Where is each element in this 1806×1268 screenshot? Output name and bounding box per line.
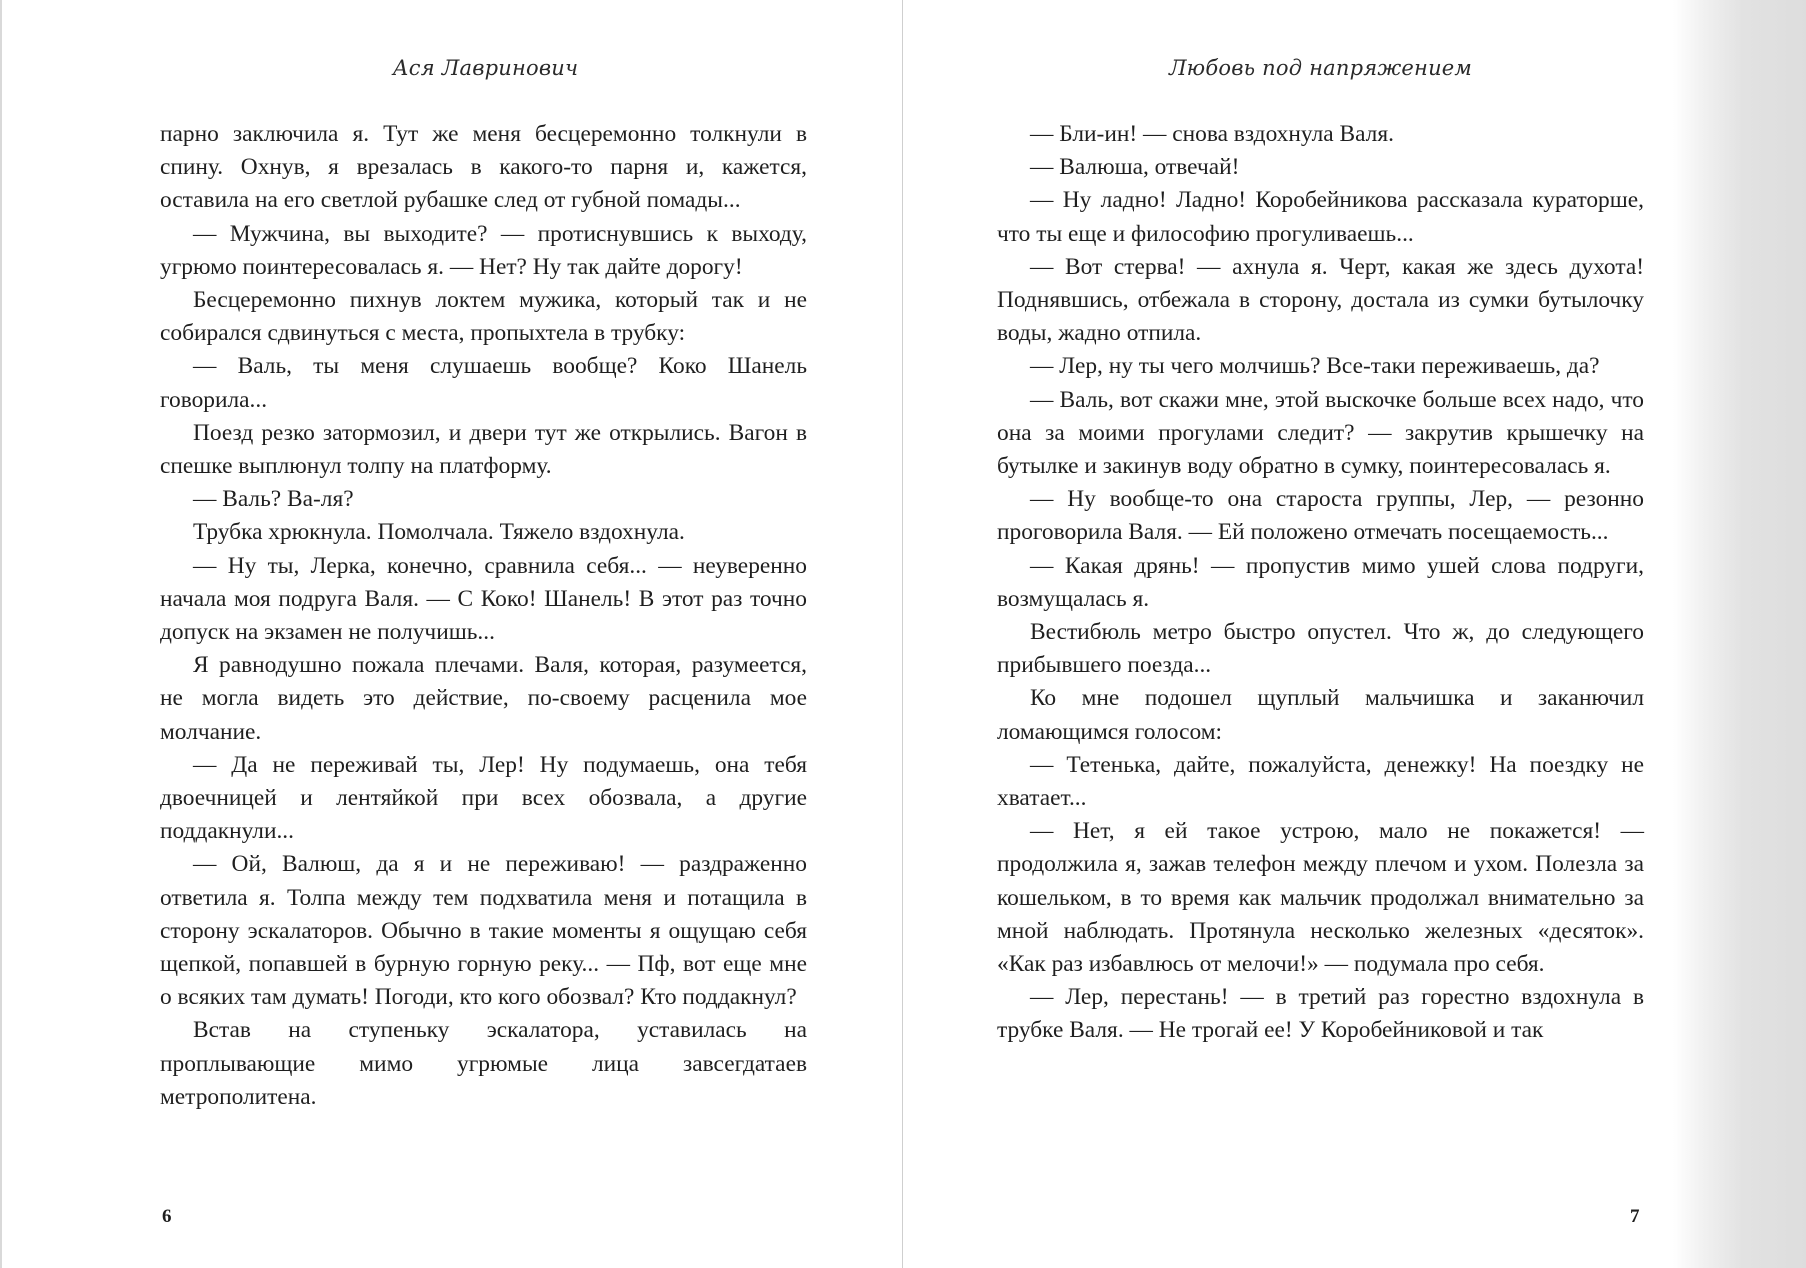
paragraph: — Да не переживай ты, Лер! Ну подумаешь, она тебя двоечницей и лентяйкой при всех обозвала, а другие поддакнули... — [160, 751, 807, 845]
paragraph: Вестибюль метро быстро опустел. Что ж, до следующего прибывшего поезда... — [997, 619, 1644, 679]
paragraph: — Валь, вот скажи мне, этой выскочке больше всех надо, что она за моими прогулами следит? — закрутив крышечку на бутылке и закинув воду обратно в сумку, поинтересовалась я. — [997, 386, 1644, 480]
left-page — [0, 0, 902, 1268]
paragraph: — Ну ты, Лерка, конечно, сравнила себя... — неуверенно начала моя подруга Валя. — С Коко! Шанель! В этот раз точно допуск на экзамен не получишь... — [160, 552, 807, 646]
paragraph: — Ну ладно! Ладно! Коробейникова рассказала кураторше, что ты еще и философию прогуливаешь... — [997, 187, 1644, 247]
right-page-body — [997, 118, 1644, 1048]
paragraph: — Вот стерва! — ахнула я. Черт, какая же здесь духота! Поднявшись, отбежала в сторону, достала из сумки бутылочку воды, жадно отпила. — [997, 253, 1644, 347]
paragraph: — Валь, ты меня слушаешь вообще? Коко Шанель говорила... — [160, 353, 807, 413]
paragraph: — Тетенька, дайте, пожалуйста, денежку! На поездку не хватает... — [997, 751, 1644, 812]
paragraph: парно заключила я. Тут же меня бесцеремонно толкнули в спину. Охнув, я врезалась в какого-то парня и, кажется, оставила на его светлой рубашке след от губной помады... — [160, 121, 807, 214]
paragraph: Ко мне подошел щуплый мальчишка и заканючил ломающимся голосом: — [997, 685, 1644, 745]
paragraph: — Нет, я ей такое устрою, мало не покажется! — продолжила я, зажав телефон между плечом и ухом. Полезла за кошельком, в то время как мальчик продолжал внимательно за мной наблюдать. Протянула несколько железных «десяток». «Как раз избавлюсь от мелочи!» — подумала про себя. — [997, 818, 1644, 978]
running-head-author: Ася Лавринович — [392, 56, 579, 80]
paragraph: — Бли-ин! — снова вздохнула Валя. — [1030, 121, 1394, 147]
paragraph: Встав на ступеньку эскалатора, уставилась на проплывающие мимо угрюмые лица завсегдатаев метрополитена. — [160, 1017, 807, 1110]
paragraph: Трубка хрюкнула. Помолчала. Тяжело вздохнула. — [193, 519, 685, 546]
paragraph: — Ой, Валюш, да я и не переживаю! — раздраженно ответила я. Толпа между тем подхватила меня и потащила в сторону эскалаторов. Обычно в такие моменты я ощущаю себя щепкой, попавшей в бурную горную реку... — Пф, вот еще мне о всяких там думать! Погоди, кто кого обозвал? Кто поддакнул? — [160, 851, 807, 1011]
paragraph: — Какая дрянь! — пропустив мимо ушей слова подруги, возмущалась я. — [997, 552, 1644, 612]
running-head-title: Любовь под напряжением — [1168, 56, 1473, 80]
paragraph: Поезд резко затормозил, и двери тут же открылись. Вагон в спешке выплюнул толпу на платформу. — [160, 419, 807, 480]
paragraph: — Мужчина, вы выходите? — протиснувшись к выходу, угрюмо поинтересовалась я. — Нет? Ну так дайте дорогу! — [160, 220, 807, 280]
paragraph: — Лер, ну ты чего молчишь? Все-таки переживаешь, да? — [1030, 353, 1600, 380]
paragraph: — Валюша, отвечай! — [1030, 154, 1240, 181]
paragraph: — Лер, перестань! — в третий раз горестно вздохнула в трубке Валя. — Не трогай ее! У Коробейниковой и так — [997, 984, 1644, 1044]
right-page — [902, 0, 1806, 1268]
paragraph: — Ну вообще-то она староста группы, Лер, — резонно проговорила Валя. — Ей положено отмечать посещаемость... — [997, 486, 1644, 546]
paragraph: Бесцеремонно пихнув локтем мужика, который так и не собирался сдвинуться с места, пропыхтела в трубку: — [160, 287, 807, 347]
paragraph: Я равнодушно пожала плечами. Валя, которая, разумеется, не могла видеть это действие, по-своему расценила мое молчание. — [160, 652, 807, 745]
page-number-right: 7 — [1630, 1206, 1640, 1227]
left-page-body — [160, 118, 807, 1114]
paragraph: — Валь? Ва-ля? — [193, 486, 354, 513]
page-number-left: 6 — [162, 1206, 172, 1227]
